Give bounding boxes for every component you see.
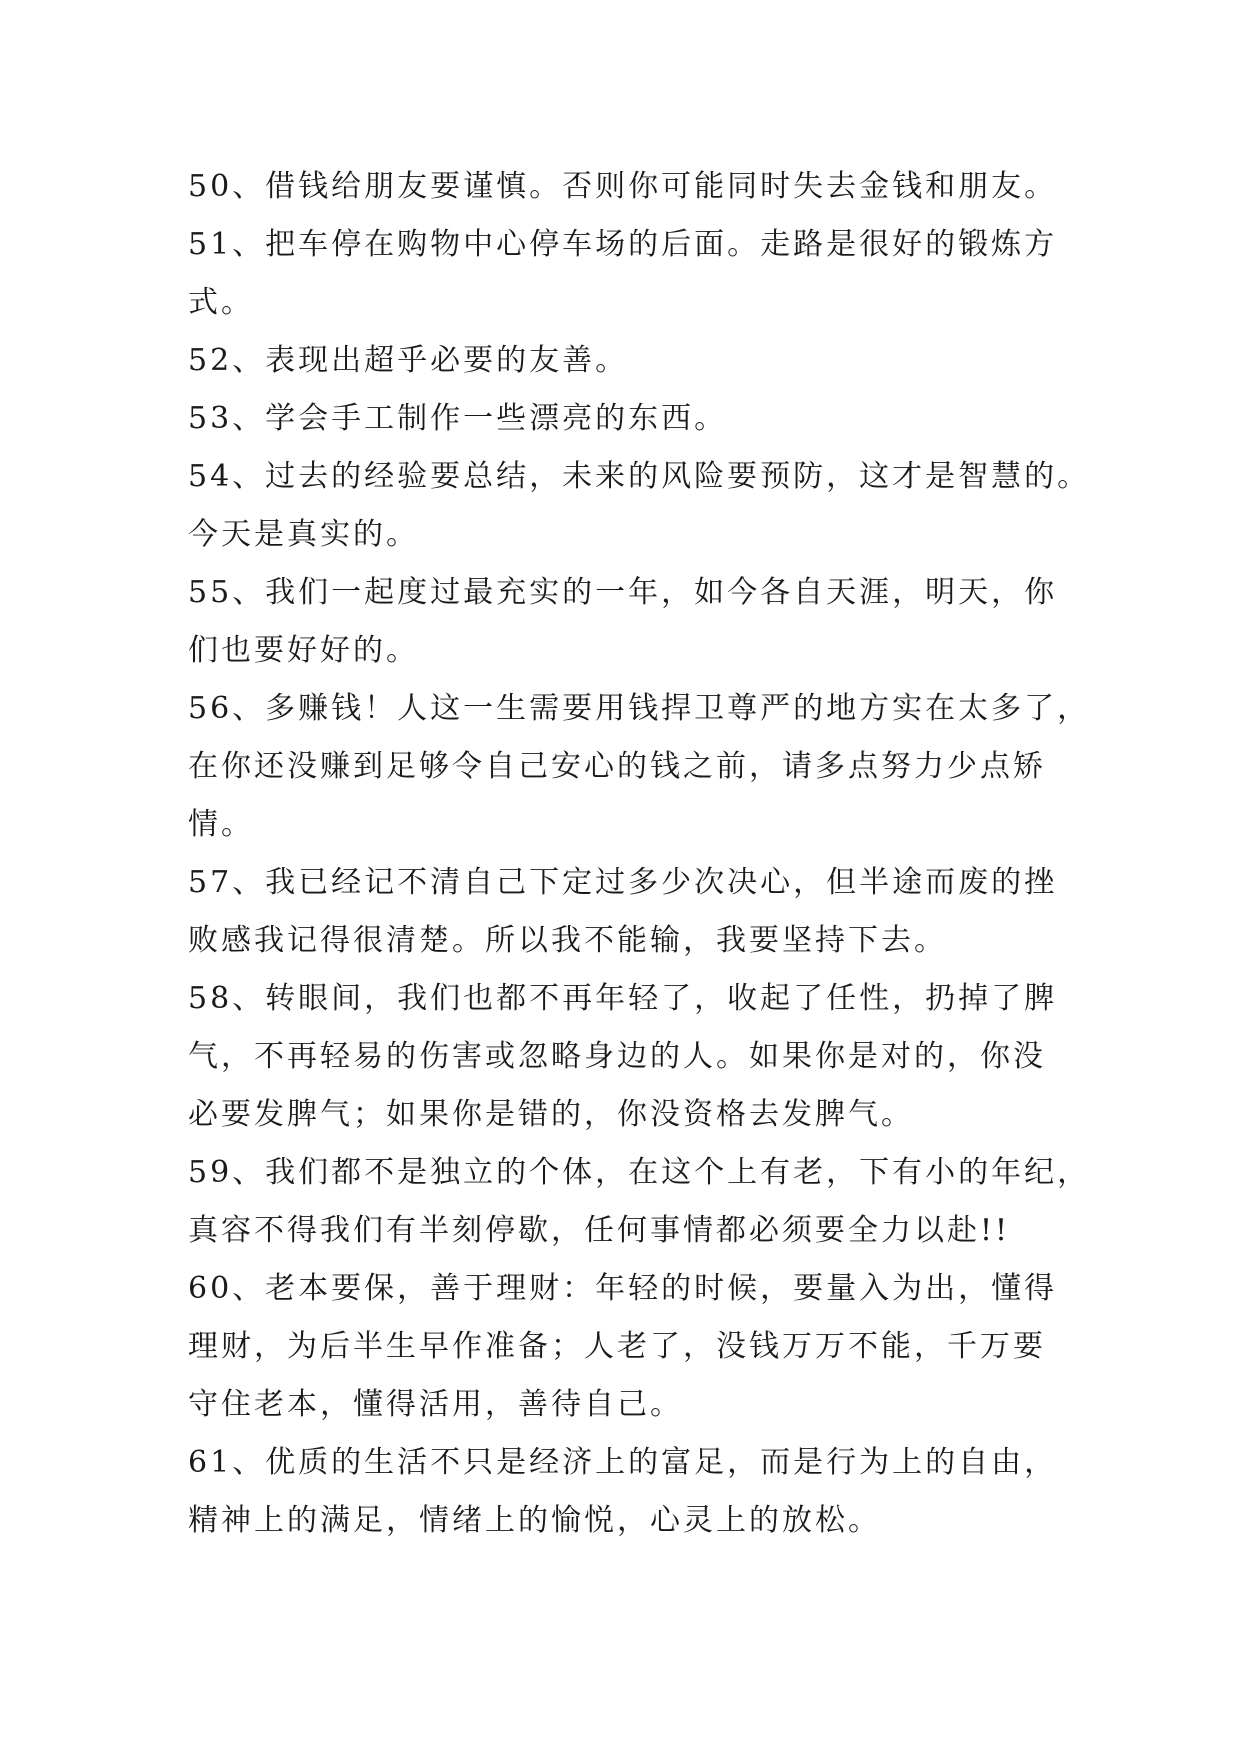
document-body	[188, 158, 1091, 1550]
text-line: 51、把车停在购物中心停车场的后面。走路是很好的锻炼方	[188, 227, 1058, 262]
text-line: 气，不再轻易的伤害或忽略身边的人。如果你是对的，你没	[188, 1039, 1046, 1074]
text-line: 精神上的满足，情绪上的愉悦，心灵上的放松。	[188, 1503, 881, 1538]
text-line: 必要发脾气；如果你是错的，你没资格去发脾气。	[188, 1097, 914, 1132]
text-line: 在你还没赚到足够令自己安心的钱之前，请多点努力少点矫	[188, 749, 1046, 784]
text-line: 守住老本，懂得活用，善待自己。	[188, 1387, 683, 1422]
text-line: 55、我们一起度过最充实的一年，如今各自天涯，明天，你	[188, 575, 1058, 610]
text-line: 56、多赚钱！人这一生需要用钱捍卫尊严的地方实在太多了，	[188, 691, 1091, 726]
text-line: 式。	[188, 285, 254, 320]
text-line: 59、我们都不是独立的个体，在这个上有老，下有小的年纪，	[188, 1155, 1091, 1190]
text-line: 真容不得我们有半刻停歇，任何事情都必须要全力以赴!!	[188, 1213, 1011, 1248]
text-line: 61、优质的生活不只是经济上的富足，而是行为上的自由，	[188, 1445, 1058, 1480]
text-line: 们也要好好的。	[188, 633, 419, 668]
text-line: 理财，为后半生早作准备；人老了，没钱万万不能，千万要	[188, 1329, 1046, 1364]
text-line: 53、学会手工制作一些漂亮的东西。	[188, 401, 728, 436]
text-line: 52、表现出超乎必要的友善。	[188, 343, 629, 378]
text-line: 54、过去的经验要总结，未来的风险要预防，这才是智慧的。	[188, 459, 1091, 494]
text-line: 57、我已经记不清自己下定过多少次决心，但半途而废的挫	[188, 865, 1058, 900]
text-line: 60、老本要保，善于理财：年轻的时候，要量入为出，懂得	[188, 1271, 1058, 1306]
text-line: 58、转眼间，我们也都不再年轻了，收起了任性，扔掉了脾	[188, 981, 1058, 1016]
text-line: 情。	[188, 807, 254, 842]
text-line: 50、借钱给朋友要谨慎。否则你可能同时失去金钱和朋友。	[188, 169, 1058, 204]
text-line: 今天是真实的。	[188, 517, 419, 552]
text-line: 败感我记得很清楚。所以我不能输，我要坚持下去。	[188, 923, 947, 958]
